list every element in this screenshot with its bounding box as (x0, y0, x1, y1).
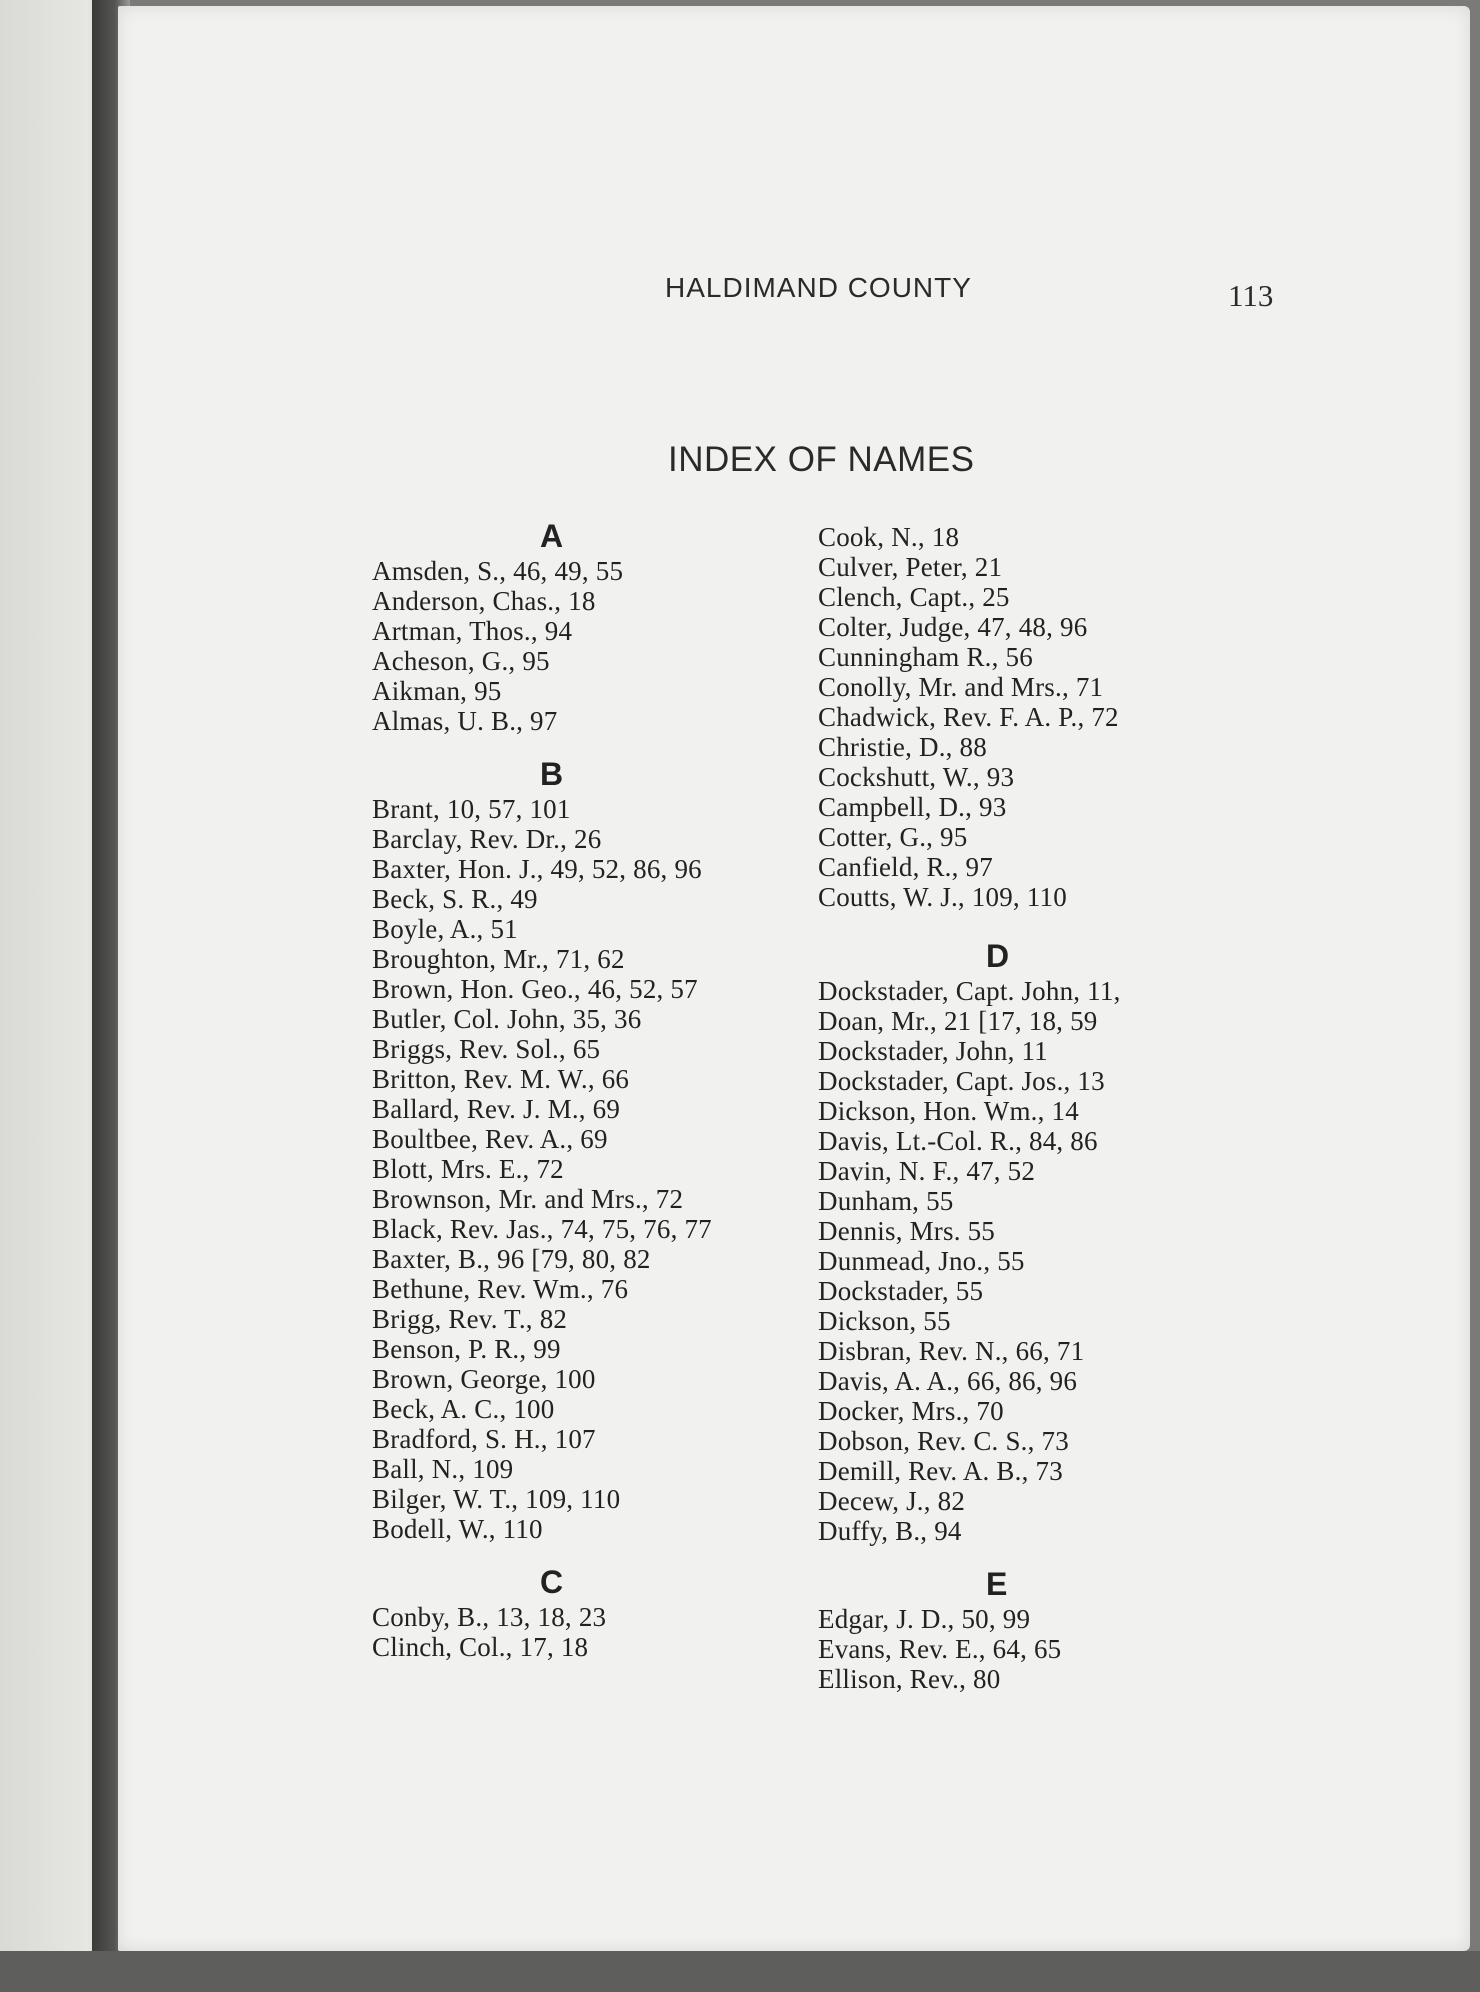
running-head: HALDIMAND COUNTY (665, 272, 972, 303)
index-entry: Bilger, W. T., 109, 110 (372, 1484, 621, 1514)
index-section-a (372, 516, 812, 736)
index-entry: Dockstader, Capt. John, 11, (818, 976, 1121, 1006)
index-entry: Brant, 10, 57, 101 (372, 794, 571, 824)
index-entry: Demill, Rev. A. B., 73 (818, 1456, 1063, 1486)
index-entry: Brown, George, 100 (372, 1364, 596, 1394)
index-entry: Dickson, 55 (818, 1306, 951, 1336)
index-entry: Boultbee, Rev. A., 69 (372, 1124, 608, 1154)
index-entry: Bethune, Rev. Wm., 76 (372, 1274, 629, 1304)
index-entry: Dunham, 55 (818, 1186, 954, 1216)
index-entry: Almas, U. B., 97 (372, 706, 558, 736)
index-entry: Conolly, Mr. and Mrs., 71 (818, 672, 1104, 702)
index-entry: Dobson, Rev. C. S., 73 (818, 1426, 1069, 1456)
index-entry: Clench, Capt., 25 (818, 582, 1010, 612)
index-entry: Disbran, Rev. N., 66, 71 (818, 1336, 1085, 1366)
index-entry: Briggs, Rev. Sol., 65 (372, 1034, 601, 1064)
index-entry: Broughton, Mr., 71, 62 (372, 944, 625, 974)
index-entry: Dunmead, Jno., 55 (818, 1246, 1025, 1276)
index-entry: Cook, N., 18 (818, 522, 960, 552)
index-entry: Boyle, A., 51 (372, 914, 518, 944)
index-entry: Black, Rev. Jas., 74, 75, 76, 77 (372, 1214, 712, 1244)
index-entry: Beck, A. C., 100 (372, 1394, 555, 1424)
index-entry: Dennis, Mrs. 55 (818, 1216, 995, 1246)
index-entry: Docker, Mrs., 70 (818, 1396, 1004, 1426)
page-number: 113 (1228, 278, 1274, 313)
index-section-c-continued (818, 522, 1258, 912)
section-letter: E (986, 1566, 1008, 1602)
index-column-left (372, 516, 812, 1668)
section-letter: C (540, 1564, 564, 1600)
index-entry: Britton, Rev. M. W., 66 (372, 1064, 630, 1094)
index-entry: Dockstader, Capt. Jos., 13 (818, 1066, 1105, 1096)
index-entry: Canfield, R., 97 (818, 852, 993, 882)
index-section-d (818, 936, 1258, 1546)
index-entry: Acheson, G., 95 (372, 646, 550, 676)
index-entry: Conby, B., 13, 18, 23 (372, 1602, 607, 1632)
index-entry: Coutts, W. J., 109, 110 (818, 882, 1067, 912)
index-section-c (372, 1562, 812, 1662)
index-entry: Ellison, Rev., 80 (818, 1664, 1001, 1694)
index-entry: Amsden, S., 46, 49, 55 (372, 556, 624, 586)
index-entry: Evans, Rev. E., 64, 65 (818, 1634, 1062, 1664)
index-entry: Brigg, Rev. T., 82 (372, 1304, 568, 1334)
index-entry: Christie, D., 88 (818, 732, 987, 762)
index-entry: Decew, J., 82 (818, 1486, 966, 1516)
index-entry: Brownson, Mr. and Mrs., 72 (372, 1184, 684, 1214)
index-entry: Anderson, Chas., 18 (372, 586, 596, 616)
section-letter: B (540, 756, 564, 792)
index-entry: Artman, Thos., 94 (372, 616, 573, 646)
index-title: INDEX OF NAMES (668, 440, 975, 479)
index-entry: Baxter, Hon. J., 49, 52, 86, 96 (372, 854, 702, 884)
index-entry: Dockstader, 55 (818, 1276, 984, 1306)
index-entry: Barclay, Rev. Dr., 26 (372, 824, 602, 854)
index-entry: Blott, Mrs. E., 72 (372, 1154, 564, 1184)
index-entry: Culver, Peter, 21 (818, 552, 1003, 582)
index-entry: Butler, Col. John, 35, 36 (372, 1004, 642, 1034)
section-letter: A (540, 518, 564, 554)
index-entry: Ball, N., 109 (372, 1454, 514, 1484)
index-entry: Edgar, J. D., 50, 99 (818, 1604, 1031, 1634)
index-entry: Bradford, S. H., 107 (372, 1424, 596, 1454)
index-entry: Dockstader, John, 11 (818, 1036, 1048, 1066)
scan-background (0, 1951, 1480, 1992)
index-entry: Bodell, W., 110 (372, 1514, 543, 1544)
index-section-e (818, 1564, 1258, 1694)
index-entry: Cockshutt, W., 93 (818, 762, 1015, 792)
index-entry: Clinch, Col., 17, 18 (372, 1632, 589, 1662)
index-entry: Duffy, B., 94 (818, 1516, 962, 1546)
index-entry: Baxter, B., 96 [79, 80, 82 (372, 1244, 651, 1274)
index-entry: Cunningham R., 56 (818, 642, 1033, 672)
index-entry: Davis, Lt.-Col. R., 84, 86 (818, 1126, 1098, 1156)
index-entry: Doan, Mr., 21 [17, 18, 59 (818, 1006, 1098, 1036)
index-entry: Beck, S. R., 49 (372, 884, 538, 914)
index-section-b (372, 754, 812, 1544)
index-entry: Benson, P. R., 99 (372, 1334, 561, 1364)
index-entry: Cotter, G., 95 (818, 822, 968, 852)
section-letter: D (986, 938, 1010, 974)
index-entry: Aikman, 95 (372, 676, 502, 706)
index-entry: Dickson, Hon. Wm., 14 (818, 1096, 1079, 1126)
index-entry: Ballard, Rev. J. M., 69 (372, 1094, 621, 1124)
index-entry: Davis, A. A., 66, 86, 96 (818, 1366, 1078, 1396)
index-entry: Chadwick, Rev. F. A. P., 72 (818, 702, 1119, 732)
index-entry: Brown, Hon. Geo., 46, 52, 57 (372, 974, 698, 1004)
index-entry: Campbell, D., 93 (818, 792, 1007, 822)
index-column-right (818, 522, 1258, 1700)
index-entry: Davin, N. F., 47, 52 (818, 1156, 1036, 1186)
index-entry: Colter, Judge, 47, 48, 96 (818, 612, 1088, 642)
